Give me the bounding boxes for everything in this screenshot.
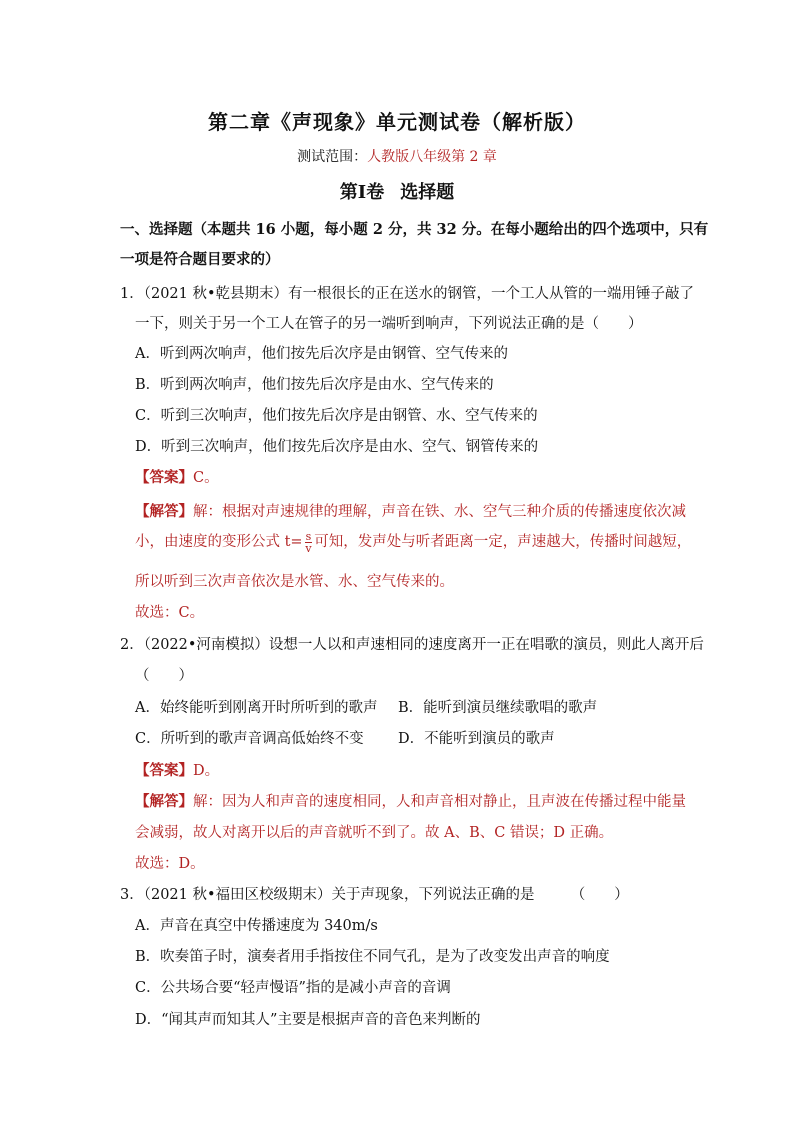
section-heading [0, 178, 794, 204]
analysis-text: 解：根据对声速规律的理解，声音在铁、水、空气三种介质的传播速度依次减 [193, 504, 686, 520]
section-part: 第Ⅰ卷 [339, 182, 385, 203]
q3-option-b: B．吹奏笛子时，演奏者用手指按住不同气孔，是为了改变发出声音的响度 [135, 949, 610, 965]
q3-option-c: C．公共场合要“轻声慢语”指的是减小声音的音调 [135, 980, 451, 996]
test-scope [0, 146, 794, 166]
answer-value: D。 [193, 763, 220, 779]
q1-analysis-line-2 [135, 530, 691, 554]
q2-choose: 故选：D。 [135, 856, 205, 872]
answer-tag: 【答案】 [135, 469, 193, 486]
q2-answer [135, 759, 219, 780]
q1-option-c: C．听到三次响声，他们按先后次序是由钢管、水、空气传来的 [135, 408, 538, 424]
q2-stem-line-1: 2．（2022•河南模拟）设想一人以和声速相同的速度离开一正在唱歌的演员，则此人离开后 [120, 637, 704, 653]
page-title: 第二章《声现象》单元测试卷（解析版） [208, 110, 586, 134]
analysis-text-a: 小，由速度的变形公式 t= [135, 534, 303, 550]
q1-analysis-line-3: 所以听到三次声音依次是水管、水、空气传来的。 [135, 574, 454, 590]
analysis-tag: 【解答】 [135, 503, 193, 520]
q1-option-a: A．听到两次响声，他们按先后次序是由钢管、空气传来的 [135, 346, 508, 362]
q3-option-d: D．“闻其声而知其人”主要是根据声音的音色来判断的 [135, 1012, 481, 1028]
formula-fraction [305, 531, 313, 554]
answer-tag: 【答案】 [135, 762, 193, 779]
q1-answer [135, 466, 219, 487]
answer-value: C。 [193, 470, 219, 486]
scope-label: 测试范围： [297, 149, 368, 165]
q1-option-b: B．听到两次响声，他们按先后次序是由水、空气传来的 [135, 377, 494, 393]
q2-analysis-line-1 [135, 790, 686, 811]
q1-option-d: D．听到三次响声，他们按先后次序是由水、空气、钢管传来的 [135, 439, 539, 455]
q2-stem-line-2: （ ） [135, 668, 193, 684]
analysis-text: 解：因为人和声音的速度相同，人和声音相对静止，且声波在传播过程中能量 [193, 794, 686, 810]
q2-option-a: A．始终能听到刚离开时所听到的歌声 [135, 700, 378, 716]
q1-choose: 故选：C。 [135, 605, 205, 621]
q3-option-a: A．声音在真空中传播速度为 340m/s [135, 918, 378, 934]
q2-analysis-line-2: 会减弱，故人对离开以后的声音就听不到了。故 A、B、C 错误；D 正确。 [135, 825, 614, 841]
instruction-line-1: 一、选择题（本题共 16 小题，每小题 2 分，共 32 分。在每小题给出的四个选项中，只有 [120, 221, 709, 238]
section-name: 选择题 [400, 182, 455, 203]
analysis-tag: 【解答】 [135, 793, 193, 810]
fraction-numerator: s [305, 529, 312, 543]
q2-option-c: C．所听到的歌声音调高低始终不变 [135, 731, 364, 747]
q3-stem-line-1: 3．（2021 秋•福田区校级期末）关于声现象，下列说法正确的是 （ ） [120, 887, 629, 903]
instruction-line-2: 一项是符合题目要求的） [120, 251, 280, 268]
q2-option-d: D．不能听到演员的歌声 [398, 731, 555, 747]
q1-analysis-line-1 [135, 500, 686, 521]
q1-stem-line-2: 一下，则关于另一个工人在管子的另一端听到响声，下列说法正确的是（ ） [135, 316, 643, 332]
q2-option-b: B．能听到演员继续歌唱的歌声 [398, 700, 598, 716]
q1-stem-line-1: 1．（2021 秋•乾县期末）有一根很长的正在送水的钢管，一个工人从管的一端用锤子敲了 [120, 286, 695, 302]
scope-value: 人教版八年级第 2 章 [367, 149, 497, 165]
analysis-text-b: 可知，发声处与听者距离一定，声速越大，传播时间越短， [314, 534, 692, 550]
fraction-denominator: v [305, 541, 312, 555]
